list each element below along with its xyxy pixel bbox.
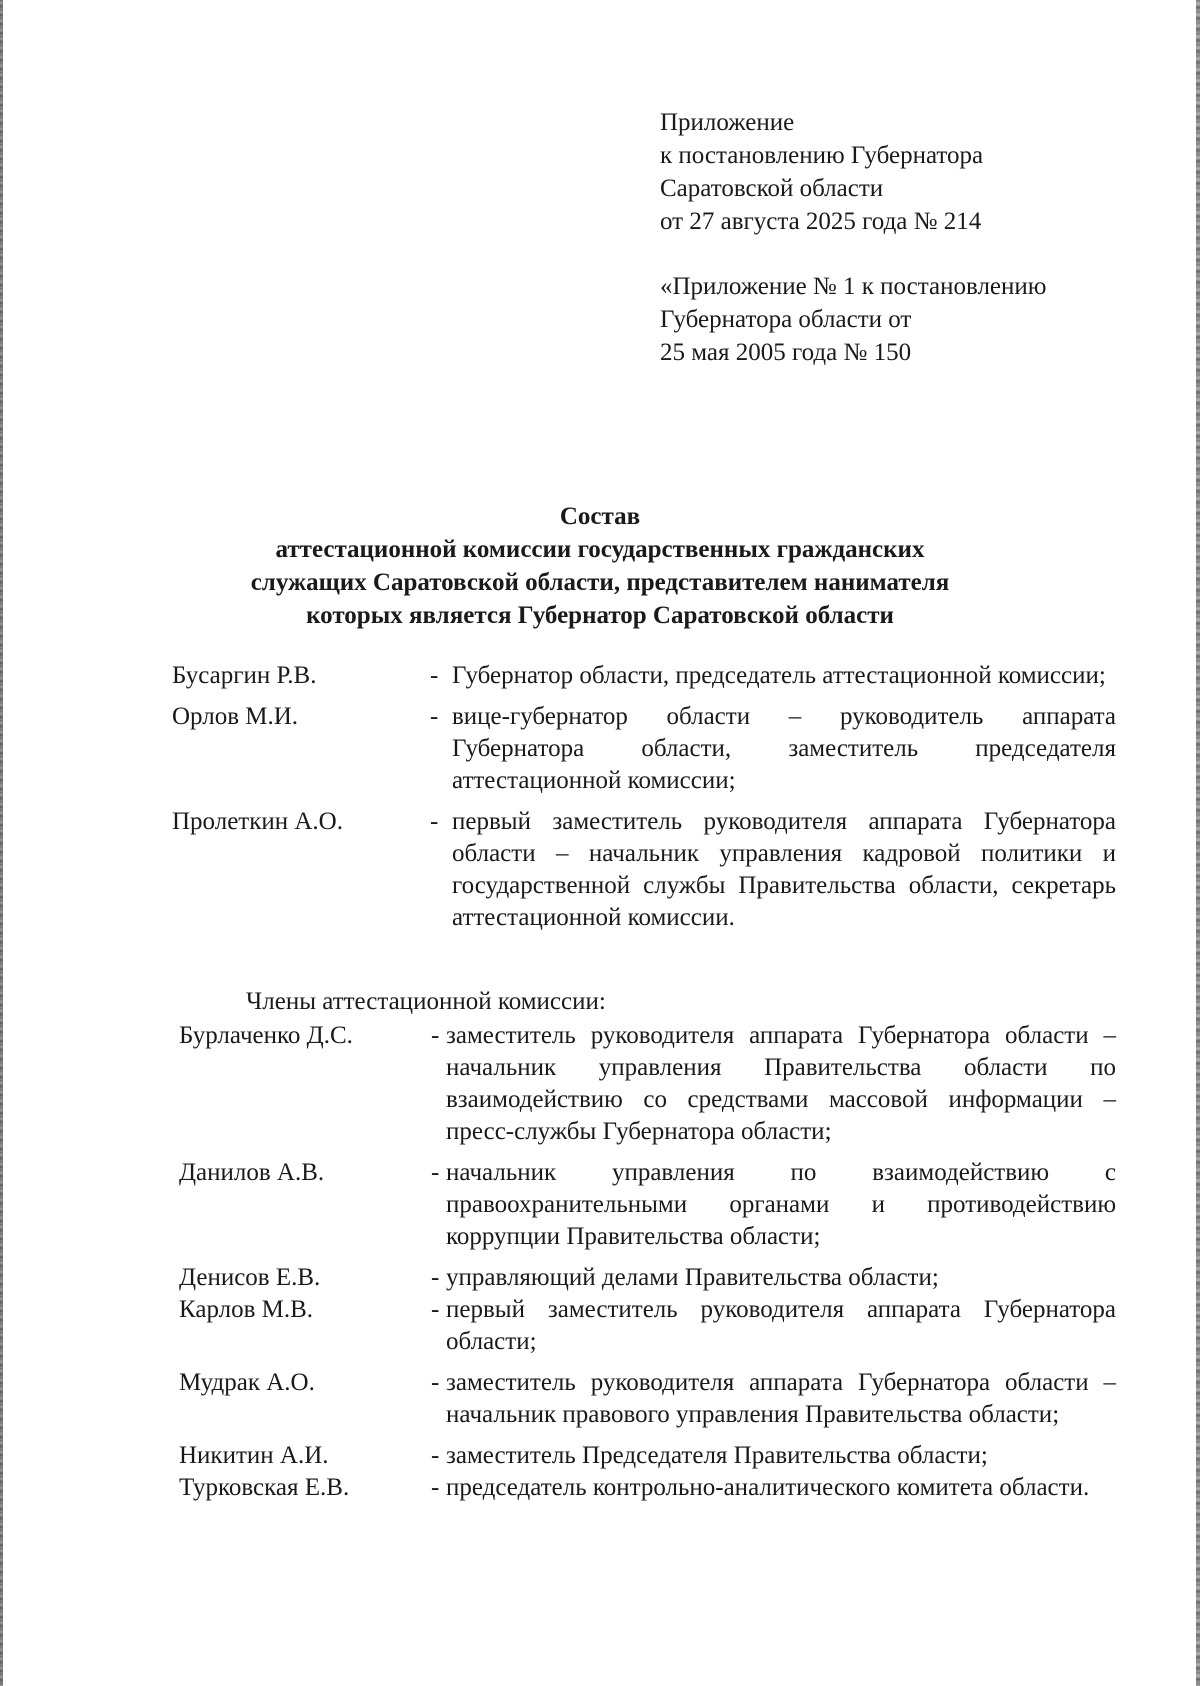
list-item (179, 1472, 1116, 1504)
members-heading: Члены аттестационной комиссии: (246, 988, 606, 1015)
dash-separator: - (430, 662, 439, 689)
list-item (172, 660, 1116, 692)
title-line: которых является Губернатор Саратовской области (306, 602, 894, 629)
list-item (179, 1294, 1116, 1358)
list-item (179, 1020, 1116, 1148)
member-name: Турковская Е.В. (179, 1474, 350, 1501)
dash-separator: - (431, 1264, 440, 1291)
dash-separator: - (431, 1369, 440, 1396)
member-role: заместитель Председателя Правительства области; (446, 1442, 988, 1469)
member-name: Мудрак А.О. (179, 1369, 315, 1396)
member-role: начальник управления по взаимодействию с правоохранительными органами и противодействию коррупции Правительства области; (446, 1159, 1116, 1250)
member-role: вице-губернатор области – руководитель аппарата Губернатора области, заместитель председателя аттестационной комиссии; (452, 703, 1116, 794)
member-role: заместитель руководителя аппарата Губернатора области – начальник правового управления Правительства области; (446, 1369, 1116, 1428)
title-line: аттестационной комиссии государственных гражданских (275, 536, 925, 563)
dash-separator: - (431, 1159, 440, 1186)
member-name: Карлов М.В. (179, 1296, 314, 1323)
amended-line: «Приложение № 1 к постановлению (660, 273, 1047, 300)
list-item (172, 701, 1116, 797)
member-role: первый заместитель руководителя аппарата Губернатора области – начальник управления кадровой политики и государственной службы Правительства области, секретарь аттестационной комиссии. (452, 808, 1116, 931)
title-heading: Состав (559, 503, 641, 530)
approval-stamp (660, 106, 1046, 369)
member-name: Орлов М.И. (172, 703, 299, 730)
member-role: первый заместитель руководителя аппарата Губернатора области; (446, 1296, 1116, 1355)
member-name: Денисов Е.В. (179, 1264, 321, 1291)
list-item (172, 806, 1116, 934)
commission-members-list (179, 1020, 1116, 1505)
member-name: Бурлаченко Д.С. (179, 1022, 353, 1049)
list-item (179, 1440, 1116, 1472)
member-role: управляющий делами Правительства области; (446, 1264, 939, 1291)
list-item (179, 1367, 1116, 1431)
dash-separator: - (431, 1474, 440, 1501)
approval-line: Саратовской области (660, 175, 884, 202)
scan-edge-right (1196, 0, 1200, 1686)
dash-separator: - (431, 1442, 440, 1469)
member-role: Губернатор области, председатель аттестационной комиссии; (452, 662, 1106, 689)
member-role: председатель контрольно-аналитического комитета области. (446, 1474, 1090, 1501)
member-name: Пролеткин А.О. (172, 808, 343, 835)
dash-separator: - (430, 703, 439, 730)
amended-line: 25 мая 2005 года № 150 (660, 339, 912, 366)
title-line: служащих Саратовской области, представителем нанимателя (250, 569, 950, 596)
dash-separator: - (431, 1296, 440, 1323)
member-name: Бусаргин Р.В. (172, 662, 317, 689)
dash-separator: - (431, 1022, 440, 1049)
list-item (179, 1262, 1116, 1294)
amended-line: Губернатора области от (660, 306, 912, 333)
approval-line: к постановлению Губернатора (660, 142, 984, 169)
commission-leadership-list (172, 660, 1116, 935)
member-role: заместитель руководителя аппарата Губернатора области – начальник управления Правительства области по взаимодействию со средствами массовой информации – пресс-службы Губернатора области; (446, 1022, 1116, 1145)
dash-separator: - (430, 808, 439, 835)
member-name: Данилов А.В. (179, 1159, 325, 1186)
document-title (0, 500, 1200, 632)
approval-line: Приложение (660, 109, 795, 136)
scan-edge-left (0, 0, 3, 1686)
member-name: Никитин А.И. (179, 1442, 329, 1469)
list-item (179, 1157, 1116, 1253)
approval-line: от 27 августа 2025 года № 214 (660, 208, 982, 235)
